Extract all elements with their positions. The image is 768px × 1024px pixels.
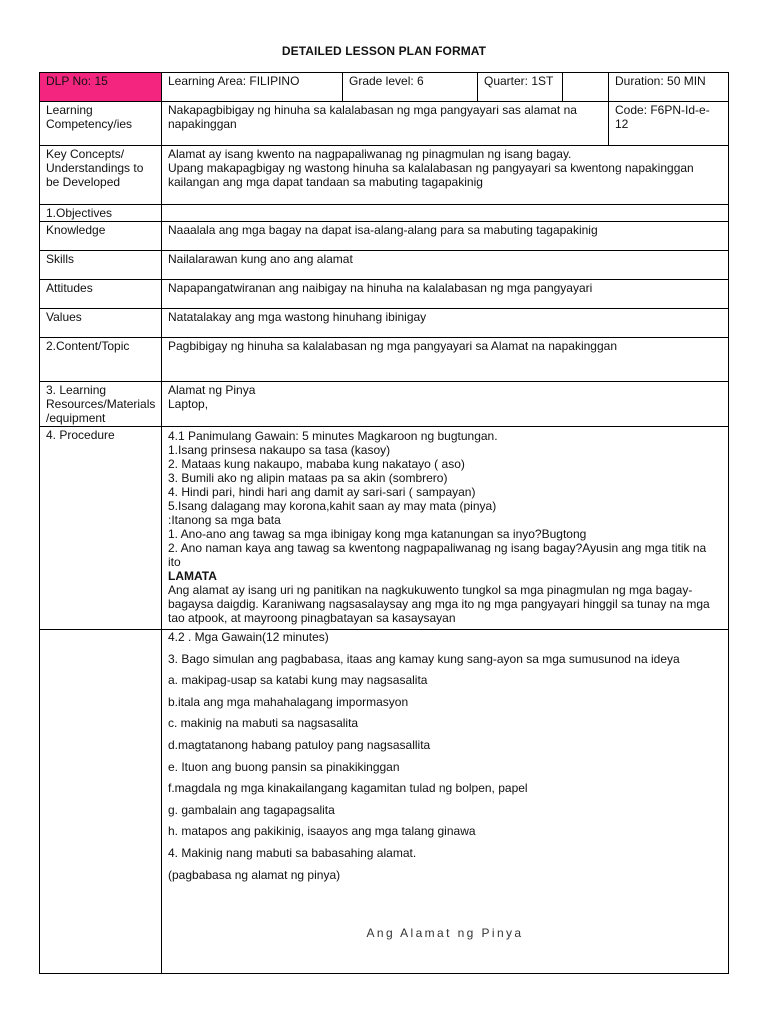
procedure-line: 2. Ano naman kaya ang tawag sa kwentong nagpapaliwanag ng isang bagay?Ayusin ang mga titik na ito [168, 541, 707, 569]
resources-text [162, 382, 729, 427]
knowledge-text: Naaalala ang mga bagay na dapat isa-alang-alang para sa mabuting tagapakinig [162, 222, 729, 251]
knowledge-label: Knowledge [40, 222, 162, 251]
values-label: Values [40, 309, 162, 338]
activity-line: e. Ituon ang buong pansin sa pinakikinggan [168, 759, 400, 774]
procedure-line: :Itanong sa mga bata [168, 513, 281, 527]
procedure-label: 4. Procedure [40, 427, 162, 630]
key-concept-line: Alamat ay isang kwento na nagpapaliwanag ng pinagmulan ng isang bagay. [168, 147, 572, 161]
procedure-line: 5.Isang dalagang may korona,kahit saan ay may mata (pinya) [168, 499, 497, 513]
key-concepts-label: Key Concepts/ Understandings to be Developed [40, 146, 162, 205]
attitudes-label: Attitudes [40, 280, 162, 309]
activity-line: f.magdala ng mga kinakailangang kagamitan tulad ng bolpen, papel [168, 781, 528, 796]
activity-line: 3. Bago simulan ang pagbabasa, itaas ang kamay kung sang-ayon sa mga sumusunod na ideya [168, 651, 680, 666]
activity-line: h. matapos ang pakikinig, isaayos ang mga talang ginawa [168, 824, 476, 839]
competency-text: Nakapagbibigay ng hinuha sa kalalabasan ng mga pangyayari sas alamat na napakinggan [162, 102, 609, 146]
resources-label: 3. Learning Resources/Materials /equipment [40, 382, 162, 427]
content-row [40, 338, 729, 382]
activities-text [162, 630, 729, 974]
scrambled-word: LAMATA [168, 569, 217, 583]
document-title: DETAILED LESSON PLAN FORMAT [281, 44, 487, 58]
key-concepts-text [162, 146, 729, 205]
duration-cell: Duration: 50 MIN [609, 73, 729, 102]
skills-row [40, 251, 729, 280]
key-concepts-row [40, 146, 729, 205]
resource-item: Alamat ng Pinya [168, 383, 256, 397]
activity-line: g. gambalain ang tagapagsalita [168, 802, 335, 817]
knowledge-row [40, 222, 729, 251]
activities-row [40, 630, 729, 974]
resources-row [40, 382, 729, 427]
alamat-definition: Ang alamat ay isang uri ng panitikan na nagkukuwento tungkol sa mga pinagmulan ng mga bagay-bagaysa daigdig. Karaniwang nagsasalaysay ang mga ito ng mga pangyayari hinggil sa tunay na mga tao atpook, at mayroong pinagbatayan sa kasaysayan [168, 583, 710, 625]
activity-line: 4.2 . Mga Gawain(12 minutes) [168, 630, 329, 644]
attitudes-row [40, 280, 729, 309]
dlp-number-cell: DLP No: 15 [40, 73, 162, 102]
activity-line: 4. Makinig nang mabuti sa babasahing alamat. [168, 845, 417, 860]
quarter-cell: Quarter: 1ST [478, 73, 563, 102]
objectives-empty [162, 205, 729, 222]
skills-label: Skills [40, 251, 162, 280]
procedure-line: 1. Ano-ano ang tawag sa mga ibinigay kong mga katanungan sa inyo?Bugtong [168, 527, 587, 541]
activity-line: b.itala ang mga mahahalagang impormasyon [168, 694, 409, 709]
story-title: Ang Alamat ng Pinya [366, 925, 524, 940]
procedure-line: 2. Mataas kung nakaupo, mababa kung nakatayo ( aso) [168, 457, 465, 471]
procedure-row [40, 427, 729, 630]
content-text: Pagbibigay ng hinuha sa kalalabasan ng mga pangyayari sa Alamat na napakinggan [162, 338, 729, 382]
objectives-label: 1.Objectives [40, 205, 162, 222]
objectives-row [40, 205, 729, 222]
procedure-text [162, 427, 729, 630]
activity-line: a. makipag-usap sa katabi kung may nagsasalita [168, 673, 428, 688]
procedure-line: 4.1 Panimulang Gawain: 5 minutes Magkaroon ng bugtungan. [168, 429, 498, 443]
activity-line: d.magtatanong habang patuloy pang nagsasallita [168, 737, 431, 752]
procedure-line: 3. Bumili ako ng alipin mataas pa sa akin (sombrero) [168, 471, 448, 485]
grade-level-cell: Grade level: 6 [343, 73, 478, 102]
activity-line: (pagbabasa ng alamat ng pinya) [168, 867, 341, 882]
procedure-line: 1.Isang prinsesa nakaupo sa tasa (kasoy) [168, 443, 391, 457]
activity-line: c. makinig na mabuti sa nagsasalita [168, 716, 359, 731]
header-row [40, 73, 729, 102]
attitudes-text: Napapangatwiranan ang naibigay na hinuha na kalalabasan ng mga pangyayari [162, 280, 729, 309]
lesson-plan-table [39, 72, 729, 974]
competency-label: Learning Competency/ies [40, 102, 162, 146]
content-label: 2.Content/Topic [40, 338, 162, 382]
competency-row [40, 102, 729, 146]
competency-code: Code: F6PN-Id-e-12 [609, 102, 729, 146]
values-text: Natatalakay ang mga wastong hinuhang ibinigay [162, 309, 729, 338]
empty-cell [563, 73, 609, 102]
values-row [40, 309, 729, 338]
procedure-line: 4. Hindi pari, hindi hari ang damit ay sari-sari ( sampayan) [168, 485, 476, 499]
skills-text: Nailalarawan kung ano ang alamat [162, 251, 729, 280]
key-concept-line: Upang makapagbigay ng wastong hinuha sa kalalabasan ng pangyayari sa kwentong napakinggan kailangan ang mga dapat tandaan sa mabuting tagapakinig [168, 161, 694, 189]
activities-label-empty [40, 630, 162, 974]
resource-item: Laptop, [168, 397, 209, 411]
learning-area-cell: Learning Area: FILIPINO [162, 73, 343, 102]
